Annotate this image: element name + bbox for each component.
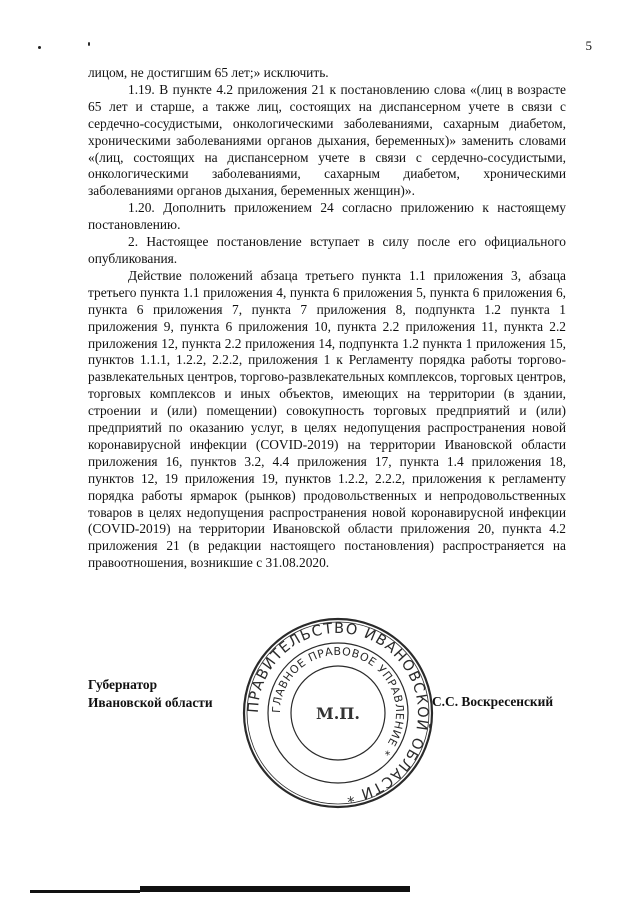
seal-inner-text: ГЛАВНОЕ ПРАВОВОЕ УПРАВЛЕНИЕ * (269, 644, 407, 759)
document-body (88, 65, 566, 572)
paragraph-effect: Действие положений абзаца третьего пункта 1.1 приложения 3, абзаца третьего пункта 1.1 приложения 4, пункта 6 приложения 5, пункта 6 приложения 6, пункта 6 приложения 7, пункта 7 приложения 8, подпункта 1.2 пункта 1 приложения 9, пункта 6 приложения 10, пункта 2.2 приложения 11, пункта 2.2 приложения 12, пункта 2.2 приложения 14, подпункта 1.2 пункта 1 приложения 15, пунктов 1.1.1, 1.2.2, 2.2.2, приложения 1 к Регламенту порядка работы торгово-развлекательных центров, торгово-развлекательных комплексов, торговых центров, торговых комплексов и иных объектов, имеющих на территории (в здании, строении и (или) помещении) совокупность торговых предприятий и (или) предприятий по оказанию услуг, в целях недопущения распространения новой коронавирусной инфекции (COVID-2019) на территории Ивановской области приложения 16, пунктов 3.2, 4.4 приложения 17, пункта 1.4 приложения 18, пунктов 12, 19 приложения 19, пунктов 1.2.2, 2.2.2, приложения к регламенту порядка работы ярмарок (рынков) продовольственных и непродовольственных товаров в целях недопущения распространения новой коронавирусной инфекции (COVID-2019) на территории Ивановской области приложения 20, пункта 4.2 приложения 21 (в редакции настоящего постановления) распространяется на правоотношения, возникшие с 31.08.2020. (88, 267, 566, 571)
signatory-title (88, 676, 213, 712)
paragraph-1-19: 1.19. В пункте 4.2 приложения 21 к постановлению слова «(лиц в возрасте 65 лет и старше, а также лиц, состоящих на диспансерном учете в связи с сердечно-сосудистыми, онкологическими заболеваниями, сахарным диабетом, хроническими заболеваниями органов дыхания, беременных)» заменить словами «(лиц, состоящих на диспансерном учете в связи с сердечно-сосудистыми, онкологическими заболеваниями, сахарным диабетом, хроническими заболеваниями органов дыхания, беременных женщин)». (88, 81, 566, 199)
signatory-title-line1: Губернатор (88, 677, 158, 692)
signatory-title-line2: Ивановской области (88, 695, 213, 710)
signatory-name: С.С. Воскресенский (432, 694, 554, 709)
scan-edge-line (30, 890, 140, 893)
scan-edge-bar (140, 886, 410, 892)
page-number: 5 (585, 38, 592, 53)
official-seal (240, 615, 436, 811)
seal-outer-text: ПРАВИТЕЛЬСТВО ИВАНОВСКОЙ ОБЛАСТИ * (245, 620, 431, 805)
paragraph-2: 2. Настоящее постановление вступает в силу после его официального опубликования. (88, 234, 566, 266)
paragraph-1-20: 1.20. Дополнить приложением 24 согласно приложению к настоящему постановлению. (88, 200, 566, 233)
scan-speck (88, 42, 90, 46)
scan-speck (38, 46, 41, 49)
paragraph-continuation: лицом, не достигшим 65 лет;» исключить. (88, 65, 329, 80)
seal-center-mark: М.П. (316, 704, 360, 723)
